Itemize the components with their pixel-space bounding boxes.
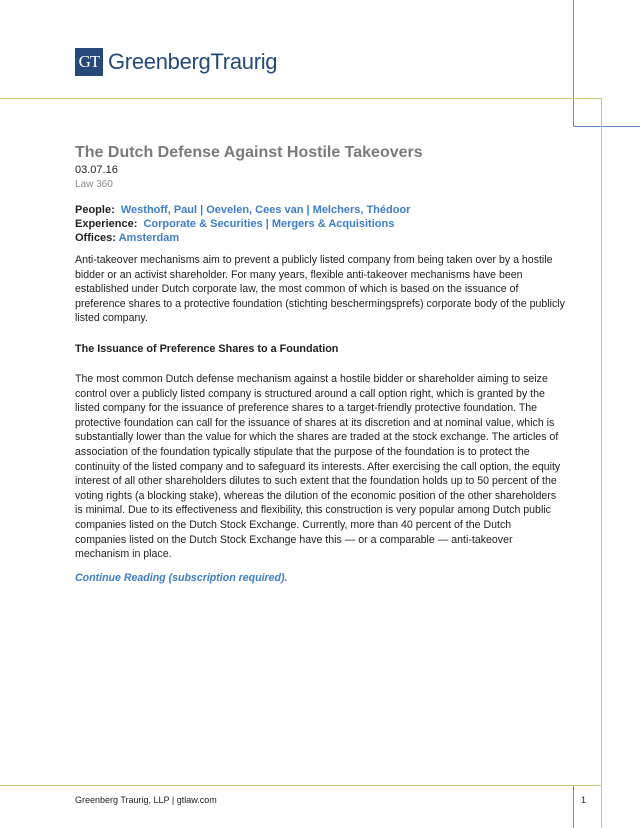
offices-label: Offices <box>75 232 113 244</box>
intro-paragraph: Anti-takeover mechanisms aim to prevent a publicly listed company from being taken over by a hostile bidder or an activist shareholder. For many years, flexible anti-takeover mechanisms have been established under Dutch corporate law, the most common of which is based on the issuance of preference shares to a protective foundation (stichting beschermingsprefs) corporate body of the publicly listed company. <box>75 254 565 325</box>
offices-link[interactable]: Amsterdam <box>118 232 180 244</box>
experience-label: Experience <box>75 218 134 230</box>
section-paragraph: The most common Dutch defense mechanism against a hostile bidder or shareholder aiming to seize control over a publicly listed company is structured around a call option right, which is granted by the listed company for the issuance of preference shares to a target-friendly protective foundation. The protective foundation can call for the issuance of shares at its discretion and at nominal value, which is substantially lower than the value for which the shares are traded at the stock exchange. The articles of association of the foundation typically stipulate that the purpose of the foundation is to protect the continuity of the listed company and to safeguard its interests. After exercising the call option, the equity interest of all other shareholders dilutes to such extent that the foundation holds up to 50 percent of the voting rights (a blocking stake), whereas the dilution of the economic position of the other shareholders is minimal. Due to its effectiveness and flexibility, this construction is very popular among Dutch public companies listed on the Dutch Stock Exchange. Currently, more than 40 percent of the Dutch companies listed on the Dutch Stock Exchange have this — or a comparable — anti-takeover mechanism in place. <box>75 372 561 561</box>
page-number: 1 <box>581 795 587 805</box>
right-green-vertical-rule <box>601 98 602 828</box>
experience-links[interactable]: Corporate & Securities | Mergers & Acquisitions <box>143 218 395 230</box>
logo-wordmark: GreenbergTraurig <box>108 49 278 74</box>
article-source: Law 360 <box>75 179 113 190</box>
top-right-blue-vertical-rule <box>573 0 574 127</box>
article-date: 03.07.16 <box>75 164 118 176</box>
people-label: People <box>75 204 112 216</box>
experience-row: Experience: Corporate & Securities | Mergers & Acquisitions <box>75 218 395 230</box>
gt-logo-mark: GT <box>75 48 103 76</box>
people-links[interactable]: Westhoff, Paul | Oevelen, Cees van | Melchers, Thédoor <box>120 204 411 216</box>
footer-text: Greenberg Traurig, LLP | gtlaw.com <box>75 795 217 805</box>
footer-blue-vertical-rule <box>573 786 574 828</box>
header-green-rule <box>0 98 602 99</box>
continue-reading-link[interactable]: Continue Reading (subscription required). <box>75 571 288 584</box>
article-content <box>75 143 565 584</box>
greenberg-traurig-logo <box>75 48 277 76</box>
section-heading: The Issuance of Preference Shares to a Foundation <box>75 342 339 355</box>
top-right-blue-horizontal-rule <box>573 126 640 127</box>
article-meta <box>75 203 565 245</box>
offices-row: Offices: Amsterdam <box>75 232 180 244</box>
article-title: The Dutch Defense Against Hostile Takeovers <box>75 144 423 161</box>
people-row: People: Westhoff, Paul | Oevelen, Cees van | Melchers, Thédoor <box>75 204 411 216</box>
footer-green-rule <box>0 785 602 786</box>
